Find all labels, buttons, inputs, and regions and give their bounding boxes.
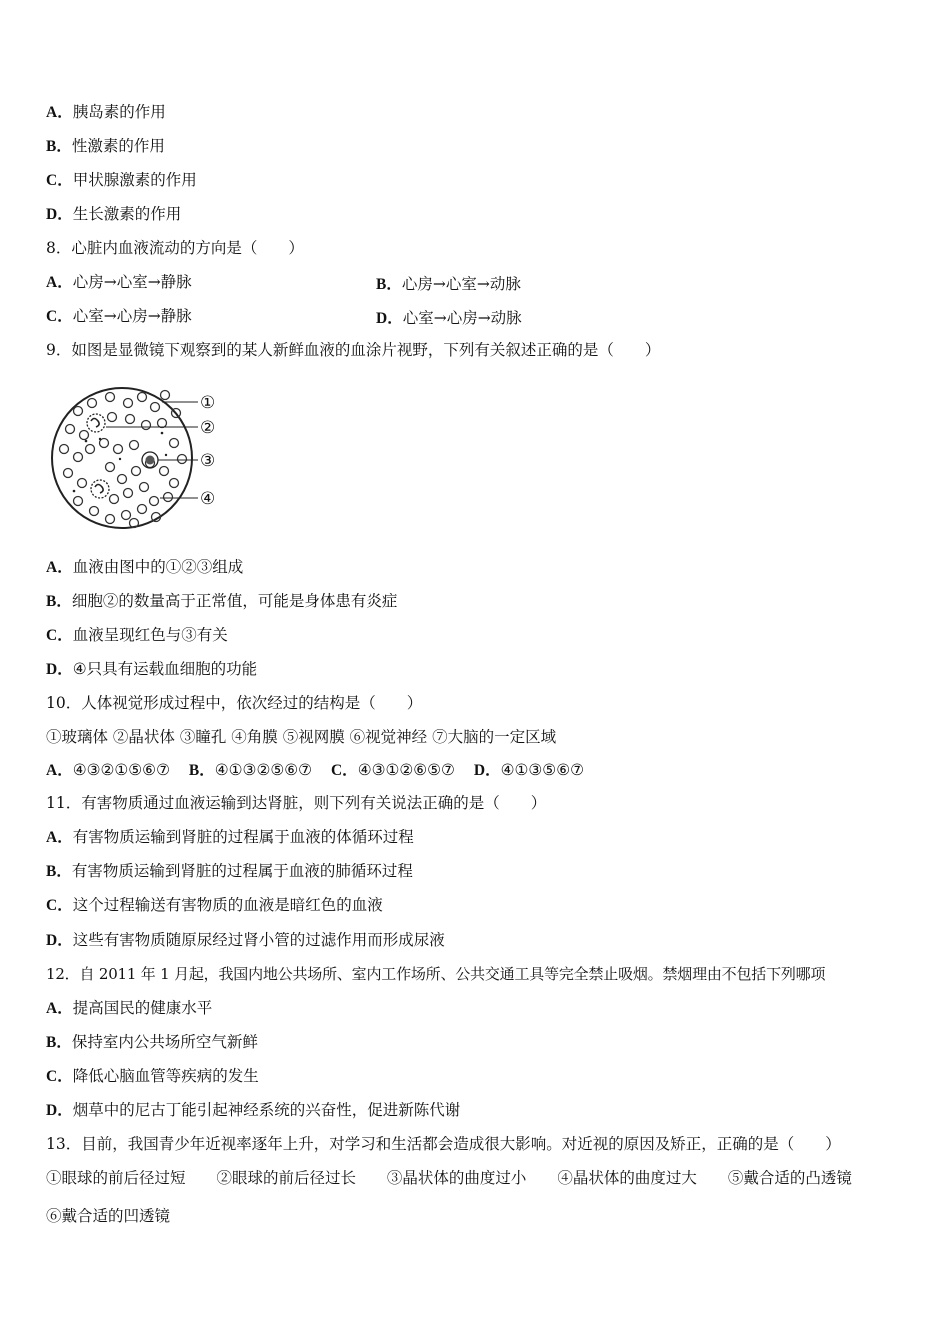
microscope-field — [52, 388, 192, 528]
q9-option-b: B．细胞②的数量高于正常值，可能是身体患有炎症 — [46, 592, 398, 610]
q9-option-c: C．血液呈现红色与③有关 — [46, 626, 228, 644]
figure-label-1: ① — [200, 393, 216, 413]
q11-option-d: D．这些有害物质随原尿经过肾小管的过滤作用而形成尿液 — [46, 931, 445, 949]
q8-option-c: C．心室→心房→静脉 — [46, 307, 192, 325]
figure-label-2: ② — [200, 418, 216, 438]
q11-option-a: A．有害物质运输到肾脏的过程属于血液的体循环过程 — [46, 828, 414, 846]
q10-options: A．④③②①⑤⑥⑦ B．④①③②⑤⑥⑦ C．④③①②⑥⑤⑦ D．④①③⑤⑥⑦ — [46, 761, 584, 779]
q8-option-b: B．心房→心室→动脉 — [376, 275, 521, 293]
blood-smear-figure — [50, 383, 225, 538]
q12-stem: 12．自 2011 年 1 月起，我国内地公共场所、室内工作场所、公共交通工具等完全禁止吸烟。禁烟理由不包括下列哪项 — [46, 965, 826, 983]
q10-stem: 10．人体视觉形成过程中，依次经过的结构是（ ） — [46, 694, 423, 712]
q13-items: ①眼球的前后径过短 ②眼球的前后径过长 ③晶状体的曲度过小 ④晶状体的曲度过大 ⑤戴合适的凸透镜 — [46, 1169, 852, 1187]
q8-option-d: D．心室→心房→动脉 — [376, 309, 522, 327]
q9-option-a: A．血液由图中的①②③组成 — [46, 558, 244, 576]
q9-option-d: D．④只具有运载血细胞的功能 — [46, 660, 258, 678]
q8-stem: 8．心脏内血液流动的方向是（ ） — [46, 239, 304, 257]
q7-option-c: C．甲状腺激素的作用 — [46, 171, 197, 189]
q12-option-c: C．降低心脑血管等疾病的发生 — [46, 1067, 259, 1085]
q8-option-a: A．心房→心室→静脉 — [46, 273, 192, 291]
q11-option-c: C．这个过程输送有害物质的血液是暗红色的血液 — [46, 896, 383, 914]
q9-stem: 9．如图是显微镜下观察到的某人新鲜血液的血涂片视野，下列有关叙述正确的是（ ） — [46, 341, 661, 359]
q7-option-a: A．胰岛素的作用 — [46, 103, 166, 121]
q7-option-b: B．性激素的作用 — [46, 137, 165, 155]
figure-label-3: ③ — [200, 451, 216, 471]
figure-label-4: ④ — [200, 489, 216, 509]
q13-stem: 13．目前，我国青少年近视率逐年上升，对学习和生活都会造成很大影响。对近视的原因及矫正，正确的是（ ） — [46, 1135, 841, 1153]
q11-option-b: B．有害物质运输到肾脏的过程属于血液的肺循环过程 — [46, 862, 413, 880]
q13-item-6: ⑥戴合适的凹透镜 — [46, 1207, 171, 1225]
q11-stem: 11．有害物质通过血液运输到达肾脏，则下列有关说法正确的是（ ） — [46, 794, 547, 812]
q10-items: ①玻璃体 ②晶状体 ③瞳孔 ④角膜 ⑤视网膜 ⑥视觉神经 ⑦大脑的一定区域 — [46, 728, 557, 746]
q12-option-a: A．提高国民的健康水平 — [46, 999, 213, 1017]
q12-option-d: D．烟草中的尼古丁能引起神经系统的兴奋性，促进新陈代谢 — [46, 1101, 461, 1119]
q7-option-d: D．生长激素的作用 — [46, 205, 182, 223]
q12-option-b: B．保持室内公共场所空气新鲜 — [46, 1033, 258, 1051]
